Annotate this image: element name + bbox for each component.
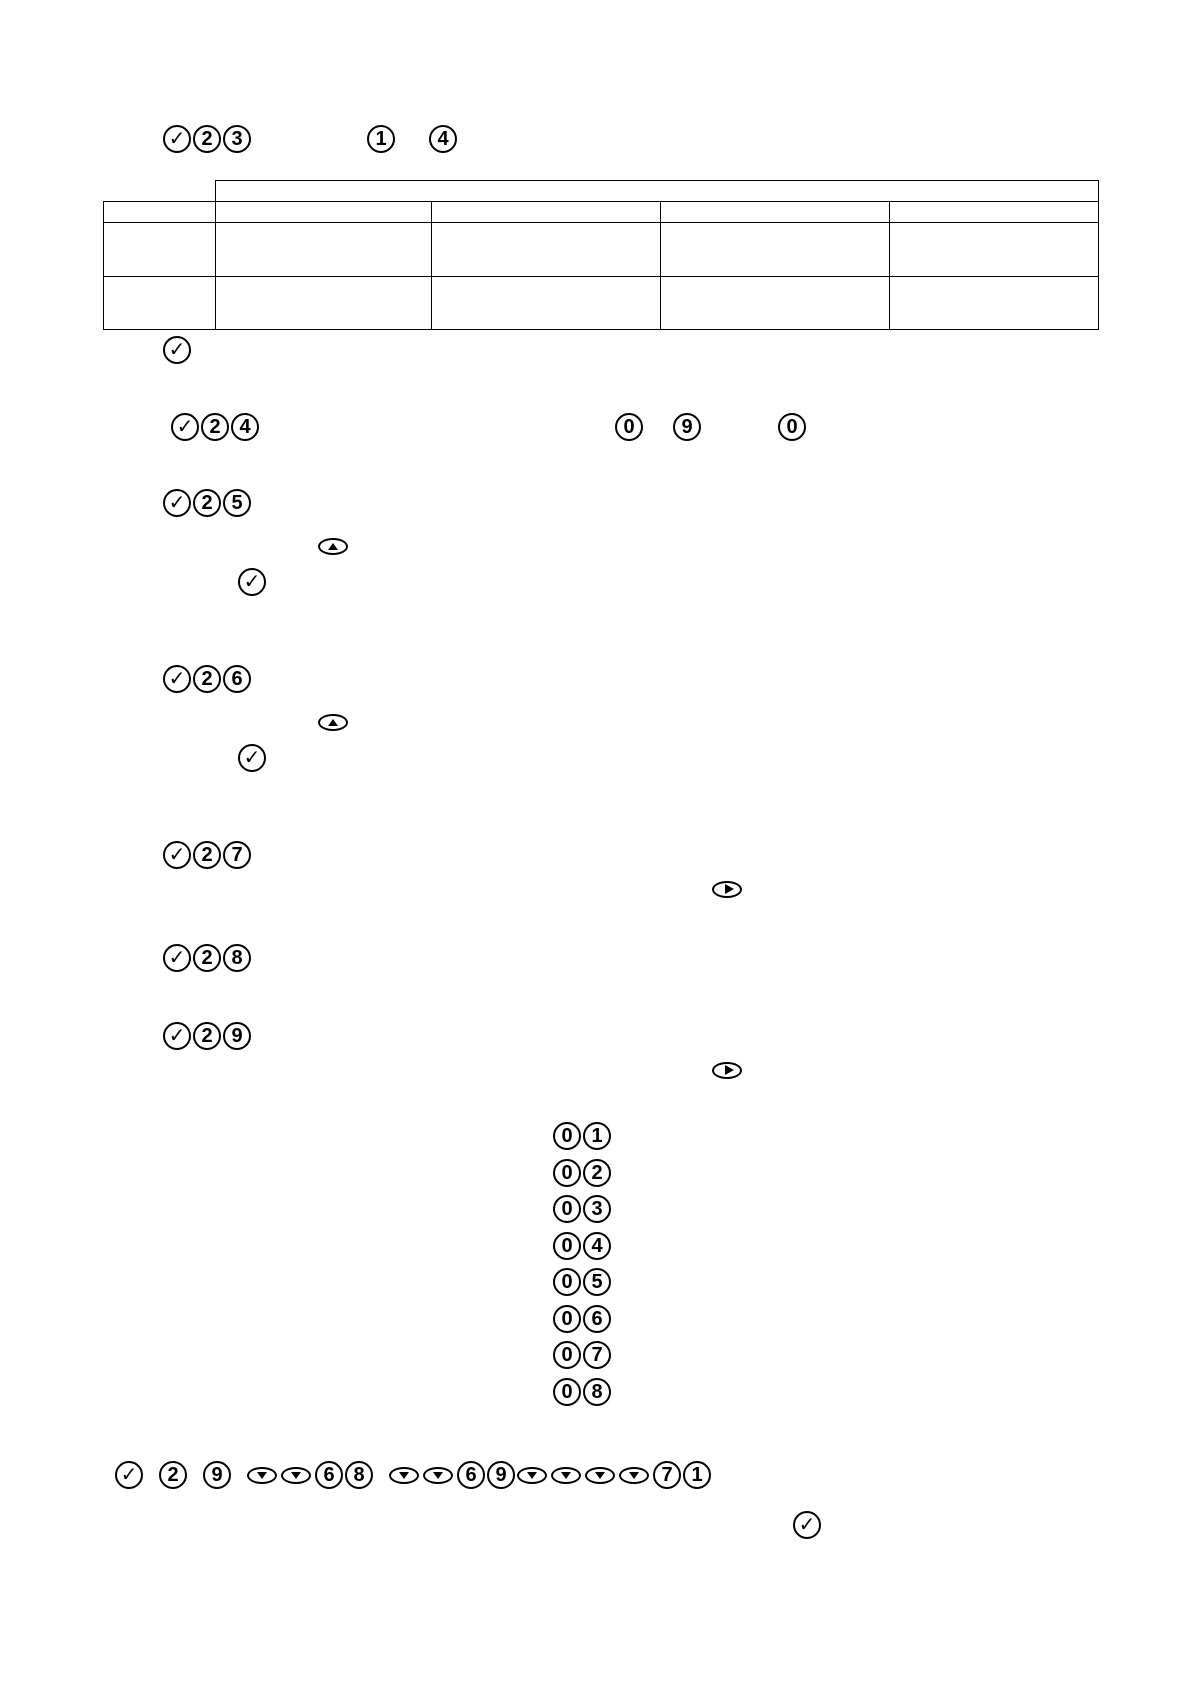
key-4-icon: 4 <box>583 1232 611 1260</box>
key-7-icon: 7 <box>653 1461 681 1489</box>
section-24-range-end <box>673 411 703 443</box>
key-6-icon: 6 <box>315 1461 343 1489</box>
check-key-icon: ✓ <box>163 1022 191 1050</box>
key-2-icon: 2 <box>159 1461 187 1489</box>
example-final-check <box>793 1509 823 1541</box>
down-arrow-key-icon <box>551 1467 581 1484</box>
table-cell <box>104 223 216 277</box>
check-key-icon: ✓ <box>238 744 266 772</box>
down-arrow-key-icon <box>585 1467 615 1484</box>
section-24-range-start <box>615 411 645 443</box>
key-8-icon: 8 <box>583 1378 611 1406</box>
key-8-icon: 8 <box>223 944 251 972</box>
key-3-icon: 3 <box>223 125 251 153</box>
key-3-icon: 3 <box>583 1195 611 1223</box>
down-arrow-key-icon <box>517 1467 547 1484</box>
code-list-item <box>553 1341 613 1369</box>
key-2-icon: 2 <box>201 413 229 441</box>
check-key-icon: ✓ <box>238 568 266 596</box>
code-list-item <box>553 1305 613 1333</box>
key-9-icon: 9 <box>487 1461 515 1489</box>
table-cell <box>660 223 889 277</box>
table-cell <box>215 223 431 277</box>
table-header-cell <box>104 202 216 223</box>
section-27-right-key <box>712 879 746 899</box>
key-4-icon: 4 <box>231 413 259 441</box>
key-0-icon: 0 <box>778 413 806 441</box>
section-24-header <box>171 411 261 443</box>
section-25-header <box>163 487 253 519</box>
check-key-icon: ✓ <box>115 1461 143 1489</box>
key-4-icon: 4 <box>429 125 457 153</box>
key-0-icon: 0 <box>553 1378 581 1406</box>
key-7-icon: 7 <box>223 841 251 869</box>
code-list-item <box>553 1122 613 1150</box>
section-25-check <box>238 566 268 598</box>
key-6-icon: 6 <box>583 1305 611 1333</box>
key-5-icon: 5 <box>583 1268 611 1296</box>
key-2-icon: 2 <box>583 1159 611 1187</box>
section-26-up-key <box>318 712 352 732</box>
section-28-header <box>163 942 253 974</box>
down-arrow-key-icon <box>389 1467 419 1484</box>
check-key-icon: ✓ <box>163 944 191 972</box>
section-24-default <box>778 411 808 443</box>
code-list-item <box>553 1378 613 1406</box>
check-key-icon: ✓ <box>163 841 191 869</box>
right-arrow-key-icon <box>712 881 742 898</box>
key-0-icon: 0 <box>553 1159 581 1187</box>
code-list-item <box>553 1159 613 1187</box>
check-key-icon: ✓ <box>793 1511 821 1539</box>
check-key-icon: ✓ <box>163 665 191 693</box>
down-arrow-key-icon <box>423 1467 453 1484</box>
key-7-icon: 7 <box>583 1341 611 1369</box>
section-27-header <box>163 839 253 871</box>
key-6-icon: 6 <box>457 1461 485 1489</box>
key-2-icon: 2 <box>193 125 221 153</box>
key-2-icon: 2 <box>193 489 221 517</box>
example-key-sequence <box>115 1459 713 1491</box>
settings-table <box>103 180 1099 330</box>
check-key-icon: ✓ <box>163 336 191 364</box>
table-header-cell <box>660 202 889 223</box>
key-9-icon: 9 <box>673 413 701 441</box>
key-1-icon: 1 <box>367 125 395 153</box>
key-0-icon: 0 <box>553 1341 581 1369</box>
table-cell <box>431 277 660 330</box>
check-key-icon: ✓ <box>171 413 199 441</box>
down-arrow-key-icon <box>619 1467 649 1484</box>
code-list-item <box>553 1268 613 1296</box>
table-corner-blank <box>104 181 216 202</box>
check-key-icon: ✓ <box>163 489 191 517</box>
code-list-item <box>553 1232 613 1260</box>
table-header-cell <box>215 202 431 223</box>
table-note-check <box>163 334 193 366</box>
section-23-range-start <box>367 123 397 155</box>
key-0-icon: 0 <box>553 1268 581 1296</box>
table-header-cell <box>431 202 660 223</box>
key-9-icon: 9 <box>223 1022 251 1050</box>
down-arrow-key-icon <box>281 1467 311 1484</box>
key-2-icon: 2 <box>193 841 221 869</box>
table-cell <box>215 277 431 330</box>
key-0-icon: 0 <box>553 1195 581 1223</box>
key-6-icon: 6 <box>223 665 251 693</box>
key-2-icon: 2 <box>193 944 221 972</box>
key-1-icon: 1 <box>583 1122 611 1150</box>
key-0-icon: 0 <box>553 1232 581 1260</box>
section-29-header <box>163 1020 253 1052</box>
table-cell <box>660 277 889 330</box>
key-0-icon: 0 <box>615 413 643 441</box>
key-2-icon: 2 <box>193 1022 221 1050</box>
table-cell <box>431 223 660 277</box>
section-26-check <box>238 742 268 774</box>
key-0-icon: 0 <box>553 1122 581 1150</box>
key-0-icon: 0 <box>553 1305 581 1333</box>
key-2-icon: 2 <box>193 665 221 693</box>
table-header-cell <box>889 202 1099 223</box>
table-cell <box>889 223 1099 277</box>
table-cell <box>889 277 1099 330</box>
section-23-range-end <box>429 123 459 155</box>
code-list-item <box>553 1195 613 1223</box>
section-29-right-key <box>712 1060 746 1080</box>
check-key-icon: ✓ <box>163 125 191 153</box>
table-cell <box>104 277 216 330</box>
right-arrow-key-icon <box>712 1062 742 1079</box>
key-9-icon: 9 <box>203 1461 231 1489</box>
up-arrow-key-icon <box>318 538 348 555</box>
down-arrow-key-icon <box>247 1467 277 1484</box>
key-1-icon: 1 <box>683 1461 711 1489</box>
up-arrow-key-icon <box>318 714 348 731</box>
section-26-header <box>163 663 253 695</box>
section-25-up-key <box>318 536 352 556</box>
key-5-icon: 5 <box>223 489 251 517</box>
table-group-header <box>215 181 1099 202</box>
section-23-header <box>163 123 253 155</box>
key-8-icon: 8 <box>345 1461 373 1489</box>
